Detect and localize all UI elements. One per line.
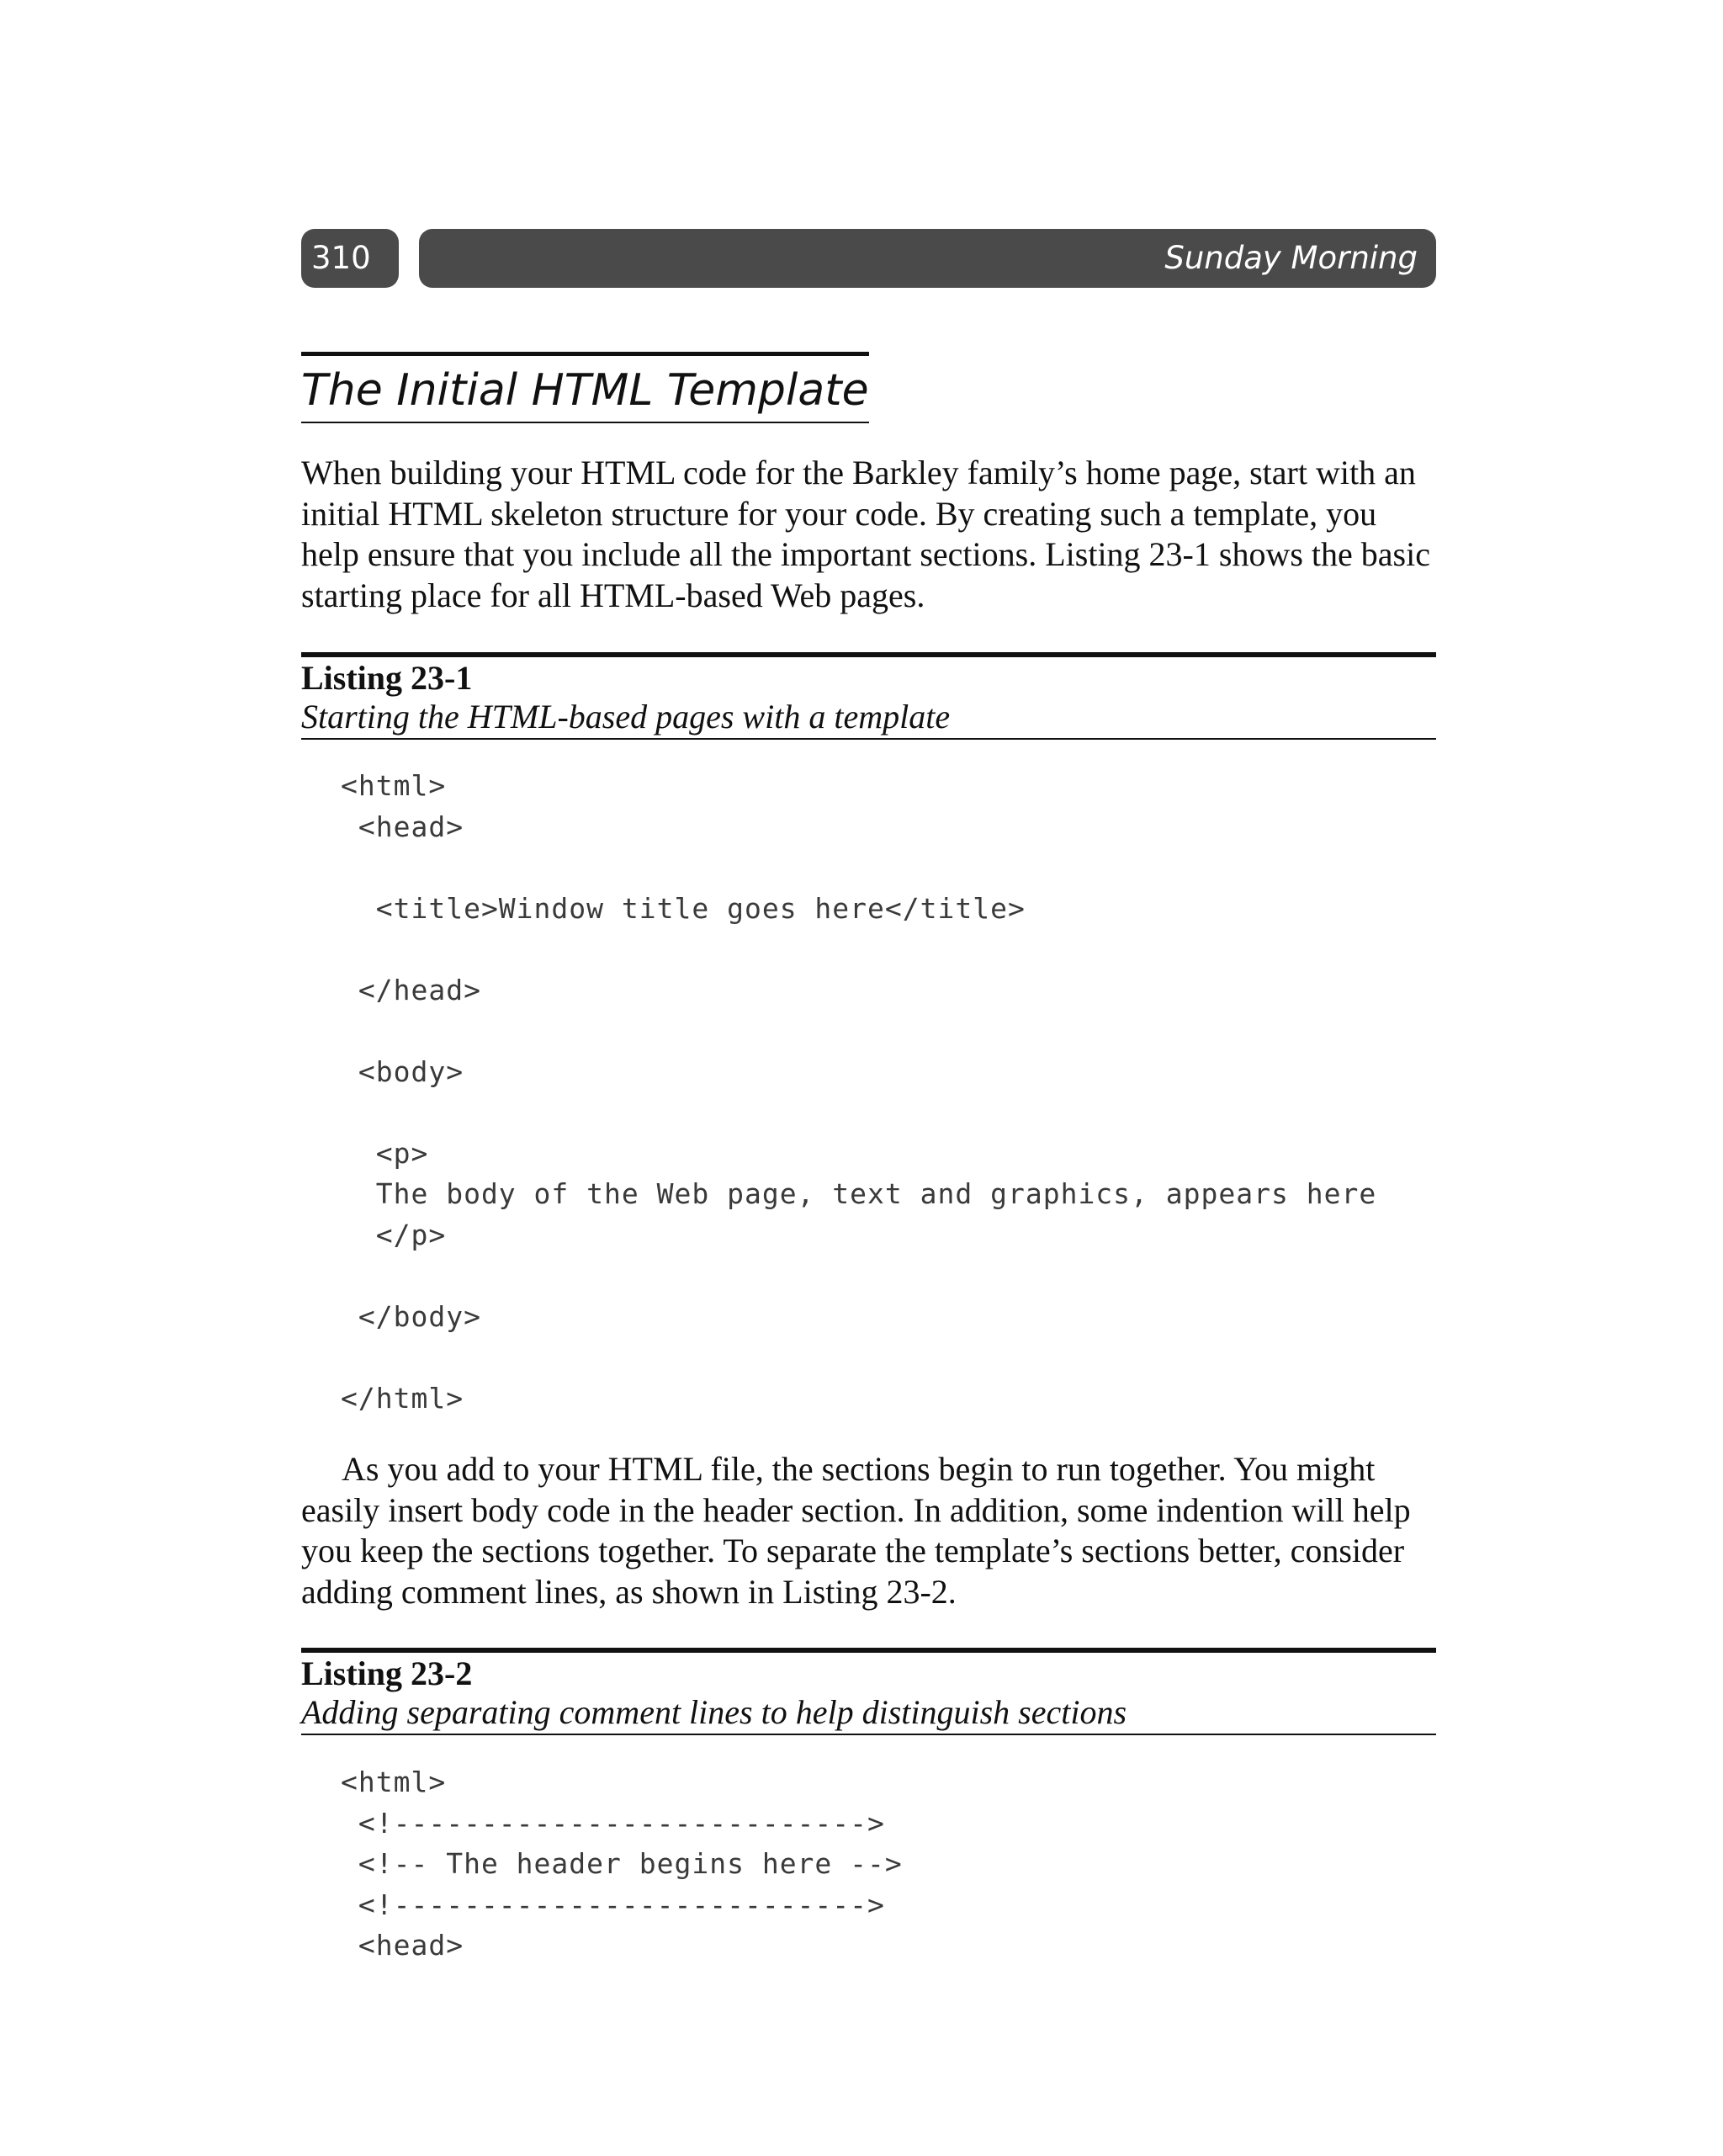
listing-23-1-header: [301, 652, 1436, 740]
listing-number: Listing 23-1: [301, 659, 473, 697]
page-header: [301, 229, 1436, 288]
listing-number: Listing 23-2: [301, 1654, 473, 1692]
listing-23-2-header: [301, 1648, 1436, 1735]
listing-caption: Starting the HTML-based pages with a template: [301, 698, 951, 735]
section-title: The Initial HTML Template: [301, 352, 869, 423]
listing-23-2-code: <html> <!---------------------------> <!-- The header begins here --> <!---------------------------> <head>: [341, 1766, 903, 1962]
running-head: Sunday Morning: [419, 229, 1436, 288]
body-paragraph-2: As you add to your HTML file, the sections begin to run together. You might easily insert body code in the header section. In addition, some indention will help you keep the sections together. To separate the template’s sections better, consider adding comment lines, as shown in Listing 23-2.: [301, 1450, 1411, 1611]
intro-paragraph: When building your HTML code for the Barkley family’s home page, start with an initial HTML skeleton structure for your code. By creating such a template, you help ensure that you include all the important sections. Listing 23-1 shows the basic starting place for all HTML-based Web pages.: [301, 454, 1430, 614]
listing-caption: Adding separating comment lines to help distinguish sections: [301, 1693, 1127, 1731]
listing-23-1-code: <html> <head> <title>Window title goes here</title> </head> <body> <p> The body of the Web page, text and graphics, appears here </p> </body> </html>: [341, 769, 1377, 1415]
page-number: 310: [301, 229, 399, 288]
